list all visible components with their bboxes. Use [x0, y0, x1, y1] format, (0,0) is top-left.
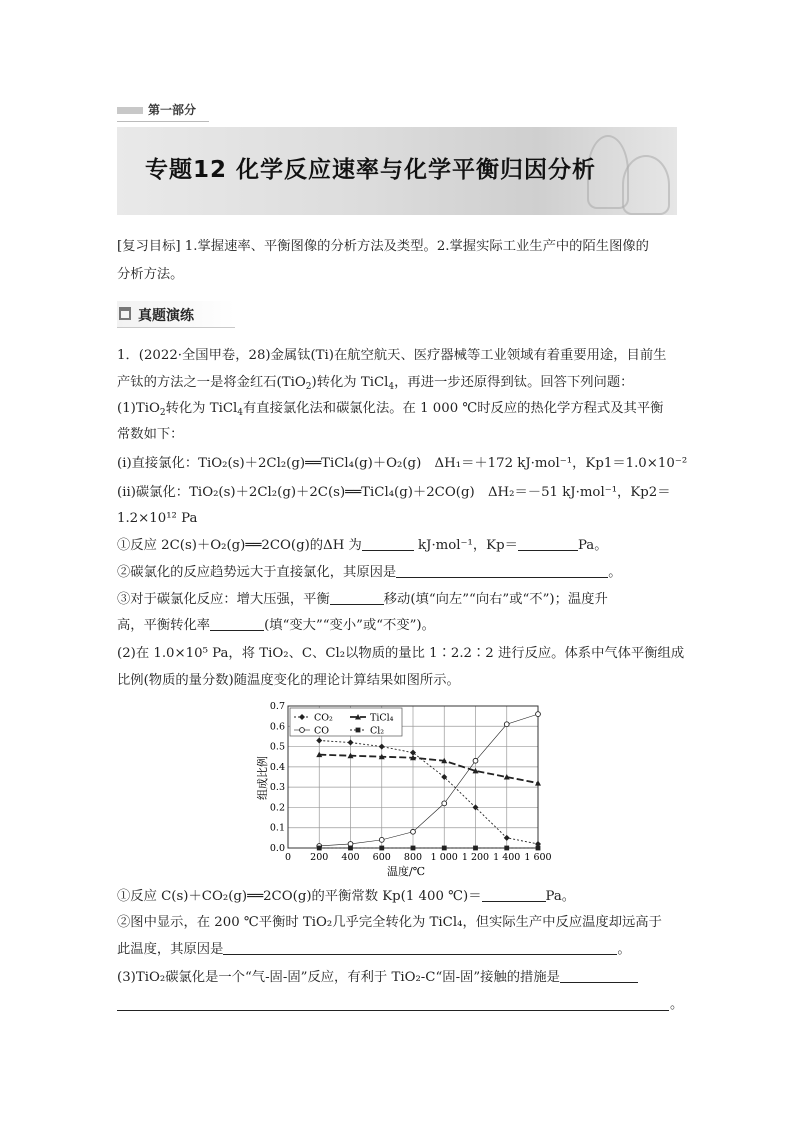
equation-carbochlorination: (ⅱ)碳氯化：TiO₂(s)＋2Cl₂(g)＋2C(s)══TiCl₄(g)＋2CO(g) ΔH₂＝－51 kJ·mol⁻¹，Kp2＝: [117, 485, 671, 500]
data-point-marker: [442, 846, 447, 851]
y-tick-label: 0.5: [269, 741, 285, 753]
data-point-marker: [504, 722, 509, 727]
data-point-marker: [473, 758, 478, 763]
data-point-marker: [379, 837, 384, 842]
data-point-marker: [356, 728, 361, 733]
answer-blank[interactable]: [518, 537, 578, 551]
page-title: 专题12 化学反应速率与化学平衡归因分析: [145, 157, 597, 183]
data-point-marker: [442, 801, 447, 806]
x-tick-label: 0: [284, 852, 292, 863]
beaker-decoration-icon: [622, 155, 670, 215]
data-point-marker: [504, 835, 510, 841]
book-icon: [119, 307, 131, 320]
q1-part2-line-2: 比例(物质的量分数)随温度变化的理论计算结果如图所示。: [117, 673, 460, 688]
data-point-marker: [379, 846, 384, 851]
x-tick-label: 400: [341, 852, 360, 863]
answer-blank[interactable]: [210, 617, 264, 631]
y-tick-label: 0.2: [269, 802, 285, 814]
x-tick-label: 800: [403, 852, 423, 863]
data-point-marker: [536, 712, 541, 717]
y-tick-label: 0.4: [269, 761, 285, 773]
q1-part2-sub2-line-2: 此温度，其原因是 。: [117, 942, 631, 957]
answer-blank[interactable]: [482, 888, 546, 902]
answer-blank[interactable]: [330, 591, 384, 605]
x-tick-label: 1 600: [524, 852, 552, 863]
legend-label: TiCl₄: [370, 712, 394, 724]
section-title: 真题演练: [138, 308, 194, 324]
legend-label: CO: [314, 725, 330, 737]
part-label: 第一部分: [148, 103, 197, 117]
legend-label: CO₂: [314, 712, 333, 724]
data-point-marker: [411, 846, 416, 851]
y-tick-label: 0.1: [269, 822, 285, 834]
equilibrium-composition-chart: [256, 698, 552, 878]
q1-intro-line-1: 1．(2022·全国甲卷，28)金属钛(Ti)在航空航天、医疗器械等工业领域有着重要用途，目前生: [117, 348, 667, 363]
answer-blank[interactable]: [362, 537, 414, 551]
y-tick-label: 0.7: [269, 701, 285, 712]
x-tick-label: 1 400: [493, 852, 521, 863]
answer-blank[interactable]: [223, 941, 617, 955]
q1-part2-sub2-line-1: ②图中显示，在 200 ℃平衡时 TiO₂几乎完全转化为 TiCl₄，但实际生产中反应温度却远高于: [117, 915, 662, 930]
equation-direct-chlorination: (ⅰ)直接氯化：TiO₂(s)＋2Cl₂(g)══TiCl₄(g)＋O₂(g) ΔH₁＝＋172 kJ·mol⁻¹，Kp1＝1.0×10⁻²: [117, 456, 688, 471]
x-axis-label: 温度/℃: [386, 865, 426, 878]
data-point-marker: [348, 846, 353, 851]
data-point-marker: [348, 740, 354, 746]
q1-sub3-line-2: 高，平衡转化率 (填“变大”“变小”或“不变”)。: [117, 618, 435, 633]
data-point-marker: [535, 780, 541, 786]
data-point-marker: [316, 737, 322, 743]
q1-part2-sub1: ①反应 C(s)＋CO₂(g)══2CO(g)的平衡常数 Kp(1 400 ℃)＝ Pa。: [117, 889, 576, 904]
part-label-bar: [117, 107, 143, 114]
q1-part2-line-1: (2)在 1.0×10⁵ Pa，将 TiO₂、C、Cl₂以物质的量比 1∶2.2∶2 进行反应。体系中气体平衡组成: [117, 646, 685, 661]
y-tick-label: 0.3: [269, 782, 285, 794]
y-axis-label: 组成比例: [256, 756, 269, 800]
data-point-marker: [473, 846, 478, 851]
q1-intro-line-2: 产钛的方法之一是将金红石(TiO$_2$)转化为 TiCl$_4$，再进一步还原得到钛。回答下列问题：: [117, 375, 634, 392]
data-point-marker: [317, 846, 322, 851]
x-tick-label: 200: [310, 852, 329, 863]
data-point-marker: [300, 728, 305, 733]
x-tick-label: 1 000: [430, 852, 458, 863]
data-point-marker: [411, 829, 416, 834]
x-tick-label: 600: [372, 852, 391, 863]
x-tick-label: 1 200: [461, 852, 490, 863]
q1-part1-line-2: 常数如下：: [117, 427, 184, 442]
data-point-marker: [536, 846, 541, 851]
data-point-marker: [379, 744, 385, 750]
answer-line[interactable]: [117, 1010, 669, 1011]
objective-line-1: [复习目标] 1.掌握速率、平衡图像的分析方法及类型。2.掌握实际工业生产中的陌生图像的: [117, 239, 649, 254]
answer-blank[interactable]: [560, 969, 638, 983]
q1-sub1: ①反应 2C(s)＋O₂(g)══2CO(g)的ΔH 为 kJ·mol⁻¹，Kp＝ Pa。: [117, 538, 608, 553]
objective-line-2: 分析方法。: [117, 267, 184, 282]
data-point-marker: [504, 846, 509, 851]
q1-part3-line-1: (3)TiO₂碳氯化是一个“气-固-固”反应，有利于 TiO₂-C“固-固”接触的措施是: [117, 969, 638, 987]
q1-sub3-line-1: ③对于碳氯化反应：增大压强，平衡 移动(填“向左”“向右”或“不”)；温度升: [117, 592, 608, 607]
y-tick-label: 0.6: [269, 721, 285, 733]
q1-part1-line-1: (1)TiO$_2$转化为 TiCl$_4$有直接氯化法和碳氯化法。在 1 000 ℃时反应的热化学方程式及其平衡: [117, 401, 664, 418]
q1-part3-end: 。: [670, 997, 684, 1012]
legend-label: Cl₂: [370, 725, 385, 737]
equation-carbochlorination-cont: 1.2×10¹² Pa: [117, 511, 198, 526]
y-tick-label: 0.0: [269, 843, 285, 854]
answer-blank[interactable]: [396, 564, 608, 578]
q1-sub2: ②碳氯化的反应趋势远大于直接氯化，其原因是 。: [117, 565, 622, 580]
